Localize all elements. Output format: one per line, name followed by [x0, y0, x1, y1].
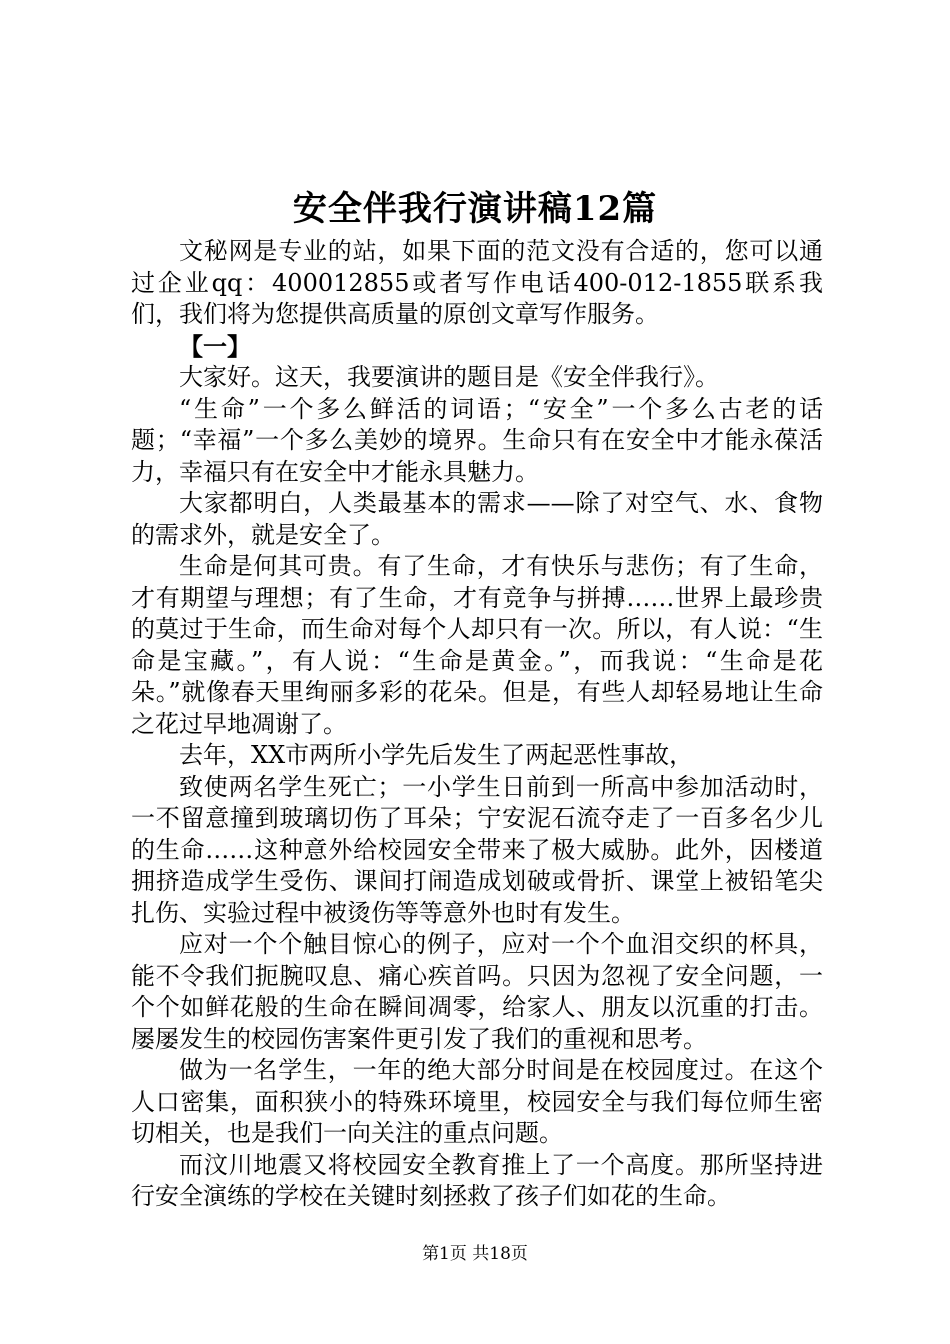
section-heading-one: 【一】: [179, 331, 251, 361]
paragraph: 大家都明白，人类最基本的需求——除了对空气、水、食物的需求外，就是安全了。: [131, 489, 823, 549]
paragraph: 应对一个个触目惊心的例子，应对一个个血泪交织的杯具，能不令我们扼腕叹息、痛心疾首吗。只因为忽视了安全问题，一个个如鲜花般的生命在瞬间凋零，给家人、朋友以沉重的打击。屡屡发生的校园伤害案件更引发了我们的重视和思考。: [131, 930, 823, 1053]
document-title: 安全伴我行演讲稿12篇: [292, 189, 658, 229]
paragraph: “生命”一个多么鲜活的词语；“安全”一个多么古老的话题；“幸福”一个多么美妙的境界。生命只有在安全中才能永葆活力，幸福只有在安全中才能永具魅力。: [131, 394, 823, 486]
paragraph-intro: 文秘网是专业的站，如果下面的范文没有合适的，您可以通过企业qq：400012855或者写作电话400-012-1855联系我们，我们将为您提供高质量的原创文章写作服务。: [131, 237, 823, 328]
paragraph: 生命是何其可贵。有了生命，才有快乐与悲伤；有了生命，才有期望与理想；有了生命，才有竞争与拼搏……世界上最珍贵的莫过于生命，而生命对每个人却只有一次。所以，有人说：“生命是宝藏。”，有人说：“生命是黄金。”，而我说：“生命是花朵。”就像春天里绚丽多彩的花朵。但是，有些人却轻易地让生命之花过早地凋谢了。: [131, 552, 823, 738]
paragraph: 而汶川地震又将校园安全教育推上了一个高度。那所坚持进行安全演练的学校在关键时刻拯救了孩子们如花的生命。: [131, 1150, 823, 1210]
paragraph: 去年，XX市两所小学先后发生了两起恶性事故，: [179, 741, 694, 769]
page-footer: 第1页 共18页: [422, 1244, 528, 1264]
document-body: [131, 236, 823, 1213]
paragraph: 致使两名学生死亡；一小学生日前到一所高中参加活动时，一不留意撞到玻璃切伤了耳朵；宁安泥石流夺走了一百多名少儿的生命……这种意外给校园安全带来了极大威胁。此外，因楼道拥挤造成学生受伤、课间打闹造成划破或骨折、课堂上被铅笔尖扎伤、实验过程中被烫伤等等意外也时有发生。: [131, 772, 823, 927]
paragraph: 做为一名学生，一年的绝大部分时间是在校园度过。在这个人口密集，面积狭小的特殊环境里，校园安全与我们每位师生密切相关，也是我们一向关注的重点问题。: [131, 1056, 823, 1147]
paragraph: 大家好。这天，我要演讲的题目是《安全伴我行》。: [179, 363, 719, 391]
